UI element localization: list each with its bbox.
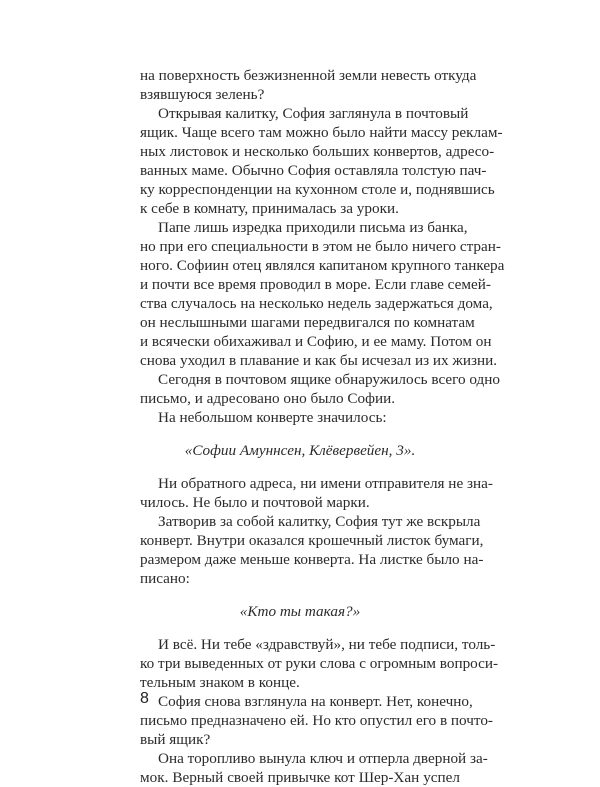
text-line: тельным знаком в конце. xyxy=(140,674,300,691)
text-line: снова уходил в плавание и как бы исчезал из их жизни. xyxy=(140,352,498,369)
text-line: но при его специальности в этом не было ничего стран- xyxy=(140,238,501,255)
text-line: и всячески обихаживал и Софию, и ее маму. Потом он xyxy=(140,333,492,350)
text-line: и почти все время проводил в море. Если главе семей- xyxy=(140,276,491,293)
spacer xyxy=(140,588,460,602)
envelope-address: «Софии Амуннсен, Клёвервейен, 3». xyxy=(184,442,416,459)
text-line: ку корреспонденции на кухонном столе и, поднявшись xyxy=(140,181,495,198)
text-line: Папе лишь изредка приходили письма из банка, xyxy=(158,219,468,236)
text-line: ко три выведенных от руки слова с огромным вопроси- xyxy=(140,655,499,672)
text-line: Ни обратного адреса, ни имени отправителя не зна- xyxy=(158,475,493,492)
page-number: 8 xyxy=(140,690,149,707)
spacer xyxy=(140,427,460,441)
text-line: На небольшом конверте значилось: xyxy=(158,409,387,426)
text-line: размером даже меньше конверта. На листке было на- xyxy=(140,551,484,568)
text-line: Сегодня в почтовом ящике обнаружилось всего одно xyxy=(158,371,500,388)
text-line: письмо предназначено ей. Но кто опустил его в почто- xyxy=(140,712,493,729)
text-line: вый ящик? xyxy=(140,731,211,748)
text-line: Она торопливо вынула ключ и отперла дверной за- xyxy=(158,750,488,767)
text-line: он неслышными шагами передвигался по комнатам xyxy=(140,314,475,331)
text-line: София снова взглянула на конверт. Нет, конечно, xyxy=(158,693,473,710)
text-line: Затворив за собой калитку, София тут же вскрыла xyxy=(158,513,481,530)
text-line: ных листовок и несколько больших конвертов, адресо- xyxy=(140,143,495,160)
text-line: конверт. Внутри оказался крошечный листок бумаги, xyxy=(140,532,484,549)
text-line: мок. Верный своей привычке кот Шер-Хан успел xyxy=(140,769,460,786)
text-line: к себе в комнату, принималась за уроки. xyxy=(140,200,399,217)
text-line: ящик. Чаще всего там можно было найти массу реклам- xyxy=(140,124,503,141)
text-line: ства случалось на несколько недель задержаться дома, xyxy=(140,295,493,312)
text-line: Открывая калитку, София заглянула в почтовый xyxy=(158,105,469,122)
spacer xyxy=(140,460,460,474)
text-line: ванных маме. Обычно София оставляла толстую пач- xyxy=(140,162,487,179)
text-line: писано: xyxy=(140,570,190,587)
spacer xyxy=(140,621,460,635)
text-line: взявшуюся зелень? xyxy=(140,86,265,103)
body-text xyxy=(140,66,505,787)
text-line: ного. Софиин отец являлся капитаном крупного танкера xyxy=(140,257,505,274)
text-line: письмо, и адресовано оно было Софии. xyxy=(140,390,396,407)
text-line: И всё. Ни тебе «здравствуй», ни тебе подписи, толь- xyxy=(158,636,496,653)
text-line: чилось. Не было и почтовой марки. xyxy=(140,494,370,511)
note-text: «Кто ты такая?» xyxy=(239,603,361,620)
text-line: на поверхность безжизненной земли невесть откуда xyxy=(140,67,477,84)
